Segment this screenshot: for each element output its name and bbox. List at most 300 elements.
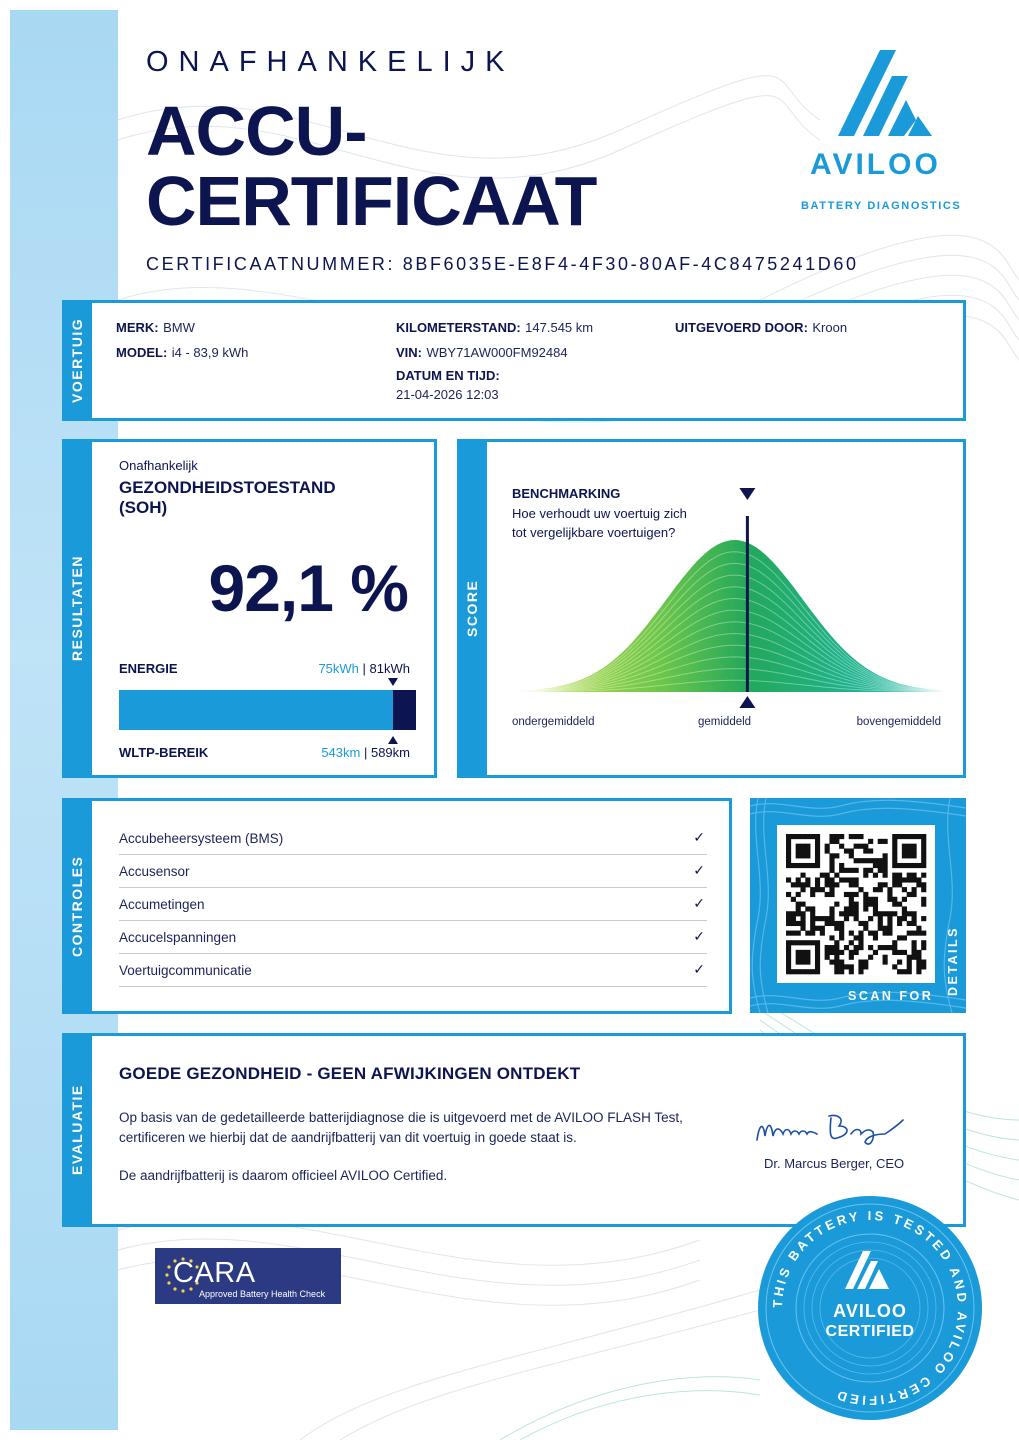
qr-module xyxy=(834,839,839,844)
qr-module xyxy=(834,921,839,926)
qr-module xyxy=(815,940,820,945)
qr-module xyxy=(854,906,859,911)
qr-module xyxy=(897,916,902,921)
qr-module xyxy=(892,853,897,858)
qr-module xyxy=(854,935,859,940)
qr-module xyxy=(800,916,805,921)
qr-module xyxy=(839,834,844,839)
qr-module xyxy=(800,848,805,853)
bell-curve-group xyxy=(512,540,940,692)
qr-module xyxy=(887,887,892,892)
qr-module xyxy=(786,858,791,863)
qr-module xyxy=(800,921,805,926)
qr-module xyxy=(897,960,902,965)
qr-module xyxy=(883,882,888,887)
soh-pretitle: Onafhankelijk xyxy=(119,458,198,473)
qr-module xyxy=(815,853,820,858)
qr-module xyxy=(902,969,907,974)
qr-module xyxy=(854,911,859,916)
model-label: MODEL: xyxy=(116,345,168,360)
qr-module xyxy=(844,868,849,873)
qr-module xyxy=(805,969,810,974)
benchmark-title: BENCHMARKING xyxy=(512,486,621,501)
qr-module xyxy=(825,892,830,897)
qr-module xyxy=(854,868,859,873)
qr-module xyxy=(786,853,791,858)
qr-module xyxy=(912,950,917,955)
qr-module xyxy=(921,873,926,878)
benchmark-question: Hoe verhoudt uw voertuig zich tot vergelijkbare voertuigen? xyxy=(512,506,687,540)
control-item xyxy=(119,889,707,921)
certificate-number: 8BF6035E-E8F4-4F30-80AF-4C8475241D60 xyxy=(402,254,859,274)
qr-module xyxy=(921,887,926,892)
qr-module xyxy=(892,911,897,916)
qr-module xyxy=(805,960,810,965)
qr-module xyxy=(800,926,805,931)
energy-current: 75kWh xyxy=(318,661,359,676)
qr-module xyxy=(863,892,868,897)
qr-module xyxy=(820,916,825,921)
energy-separator: | xyxy=(358,661,370,676)
qr-module xyxy=(834,882,839,887)
qr-module xyxy=(912,877,917,882)
qr-module xyxy=(849,897,854,902)
qr-module xyxy=(868,955,873,960)
qr-module xyxy=(829,853,834,858)
qr-module xyxy=(815,945,820,950)
qr-module xyxy=(858,935,863,940)
controls-section xyxy=(62,798,732,1014)
qr-module xyxy=(863,902,868,907)
qr-module xyxy=(873,863,878,868)
qr-module xyxy=(786,911,791,916)
qr-module xyxy=(849,950,854,955)
page-title-line1: ACCU- xyxy=(146,92,367,170)
qr-module xyxy=(815,877,820,882)
qr-module xyxy=(863,960,868,965)
qr-module xyxy=(805,877,810,882)
qr-module xyxy=(854,858,859,863)
qr-module xyxy=(887,921,892,926)
qr-module xyxy=(800,940,805,945)
qr-module xyxy=(873,897,878,902)
qr-module xyxy=(858,969,863,974)
qr-module xyxy=(854,892,859,897)
qr-module xyxy=(810,887,815,892)
performed-by-value: Kroon xyxy=(812,320,848,335)
qr-module xyxy=(796,969,801,974)
qr-module xyxy=(825,916,830,921)
qr-module xyxy=(849,902,854,907)
qr-module xyxy=(834,940,839,945)
qr-module xyxy=(834,902,839,907)
qr-module xyxy=(912,887,917,892)
qr-module xyxy=(810,926,815,931)
qr-module xyxy=(786,940,791,945)
control-item xyxy=(119,955,707,987)
score-section-tab xyxy=(457,439,487,778)
qr-module xyxy=(849,834,854,839)
qr-module xyxy=(921,964,926,969)
soh-marker-up-icon xyxy=(388,736,398,744)
logo-subtitle: BATTERY DIAGNOSTICS xyxy=(801,200,962,212)
qr-module xyxy=(887,945,892,950)
qr-module xyxy=(912,931,917,936)
signature-image xyxy=(753,1106,933,1150)
qr-module xyxy=(868,858,873,863)
cara-wordmark: CARA xyxy=(173,1257,256,1289)
qr-module xyxy=(902,853,907,858)
qr-module xyxy=(829,834,834,839)
qr-module xyxy=(912,916,917,921)
qr-module xyxy=(858,940,863,945)
qr-module xyxy=(873,935,878,940)
qr-module xyxy=(916,931,921,936)
qr-module xyxy=(815,858,820,863)
qr-module xyxy=(805,931,810,936)
mileage-value: 147.545 km xyxy=(525,320,594,335)
qr-module xyxy=(858,834,863,839)
qr-module xyxy=(820,887,825,892)
qr-module xyxy=(858,960,863,965)
qr-module xyxy=(796,853,801,858)
vehicle-section-tab xyxy=(62,300,92,421)
qr-module xyxy=(825,955,830,960)
range-current: 543km xyxy=(321,745,361,760)
qr-module xyxy=(796,960,801,965)
qr-module xyxy=(834,873,839,878)
qr-module xyxy=(815,863,820,868)
qr-module xyxy=(902,834,907,839)
qr-module xyxy=(825,848,830,853)
qr-module xyxy=(844,964,849,969)
qr-module xyxy=(883,873,888,878)
qr-module xyxy=(791,931,796,936)
qr-module xyxy=(839,911,844,916)
qr-module xyxy=(863,868,868,873)
qr-module xyxy=(796,902,801,907)
soh-title-line2: (SOH) xyxy=(119,498,168,517)
evaluation-section-tab xyxy=(62,1033,92,1227)
qr-module xyxy=(907,892,912,897)
qr-module xyxy=(854,834,859,839)
qr-module xyxy=(844,911,849,916)
qr-module xyxy=(796,834,801,839)
qr-module xyxy=(868,848,873,853)
qr-module xyxy=(916,926,921,931)
qr-module xyxy=(791,969,796,974)
qr-module xyxy=(820,873,825,878)
qr-module xyxy=(815,887,820,892)
qr-module xyxy=(786,863,791,868)
qr-module xyxy=(892,844,897,849)
qr-module xyxy=(829,906,834,911)
qr-module xyxy=(868,931,873,936)
soh-bar xyxy=(119,690,416,730)
qr-module xyxy=(902,950,907,955)
qr-module xyxy=(858,844,863,849)
qr-module xyxy=(868,839,873,844)
qr-module xyxy=(796,931,801,936)
certificate-number-label: CERTIFICAATNUMMER: xyxy=(146,254,396,274)
qr-module xyxy=(825,921,830,926)
qr-module xyxy=(907,911,912,916)
qr-module xyxy=(892,873,897,878)
cara-subtitle: Approved Battery Health Check xyxy=(199,1289,326,1299)
model-value: i4 - 83,9 kWh xyxy=(171,345,249,360)
qr-module xyxy=(800,887,805,892)
qr-module xyxy=(883,858,888,863)
qr-module xyxy=(873,911,878,916)
qr-module xyxy=(815,969,820,974)
axis-label-mid: gemiddeld xyxy=(698,716,752,728)
qr-module xyxy=(791,897,796,902)
qr-module xyxy=(815,834,820,839)
qr-module xyxy=(839,964,844,969)
control-item xyxy=(119,922,707,954)
qr-module xyxy=(791,911,796,916)
results-section-label: RESULTATEN xyxy=(69,555,85,662)
performed-by-row xyxy=(675,319,847,337)
qr-module xyxy=(916,834,921,839)
qr-module xyxy=(887,897,892,902)
qr-module xyxy=(829,868,834,873)
qr-module xyxy=(873,931,878,936)
qr-module xyxy=(839,960,844,965)
qr-module xyxy=(834,955,839,960)
qr-module xyxy=(796,892,801,897)
qr-module xyxy=(907,969,912,974)
soh-marker-down-icon xyxy=(388,678,398,686)
qr-module xyxy=(921,897,926,902)
qr-module xyxy=(810,906,815,911)
qr-module xyxy=(796,911,801,916)
qr-module xyxy=(825,882,830,887)
qr-module xyxy=(883,955,888,960)
qr-module xyxy=(883,960,888,965)
qr-module xyxy=(916,877,921,882)
qr-module xyxy=(883,926,888,931)
qr-module xyxy=(921,940,926,945)
qr-module xyxy=(800,853,805,858)
qr-module xyxy=(849,964,854,969)
qr-module xyxy=(897,921,902,926)
qr-module xyxy=(810,911,815,916)
qr-module xyxy=(878,926,883,931)
qr-module xyxy=(796,882,801,887)
qr-module xyxy=(892,945,897,950)
qr-scan-text: SCAN FOR xyxy=(848,989,934,1003)
qr-module xyxy=(868,902,873,907)
qr-module xyxy=(897,935,902,940)
qr-module xyxy=(844,848,849,853)
qr-module xyxy=(868,897,873,902)
qr-module xyxy=(878,882,883,887)
qr-module xyxy=(844,877,849,882)
page-title-line2: CERTIFICAAT xyxy=(146,162,597,240)
qr-module xyxy=(878,916,883,921)
qr-module xyxy=(878,887,883,892)
qr-module xyxy=(916,960,921,965)
qr-module xyxy=(863,848,868,853)
range-values xyxy=(321,745,410,760)
qr-code-icon[interactable] xyxy=(777,825,935,983)
qr-module xyxy=(907,848,912,853)
qr-module xyxy=(839,844,844,849)
qr-module xyxy=(907,863,912,868)
qr-module xyxy=(912,844,917,849)
soh-title-line1: GEZONDHEIDSTOESTAND xyxy=(119,478,336,497)
make-row xyxy=(116,319,195,337)
qr-module xyxy=(815,916,820,921)
qr-module xyxy=(854,945,859,950)
qr-module xyxy=(829,887,834,892)
qr-module xyxy=(849,906,854,911)
qr-module xyxy=(902,877,907,882)
qr-module xyxy=(921,945,926,950)
soh-title xyxy=(119,478,336,518)
qr-module xyxy=(849,848,854,853)
qr-module xyxy=(907,960,912,965)
qr-module xyxy=(912,834,917,839)
qr-module xyxy=(805,834,810,839)
qr-module xyxy=(907,964,912,969)
qr-module xyxy=(921,844,926,849)
qr-module xyxy=(921,902,926,907)
qr-module xyxy=(839,926,844,931)
qr-module xyxy=(863,858,868,863)
qr-module xyxy=(800,969,805,974)
aviloo-a-icon xyxy=(800,46,970,216)
qr-card[interactable] xyxy=(750,798,966,1013)
qr-module xyxy=(868,868,873,873)
qr-module xyxy=(805,906,810,911)
qr-module xyxy=(800,902,805,907)
qr-module xyxy=(810,892,815,897)
results-section-tab xyxy=(62,439,92,778)
qr-module xyxy=(786,916,791,921)
header-kicker: ONAFHANKELIJK xyxy=(146,46,515,78)
checkmark-icon: ✓ xyxy=(693,829,705,845)
signatory-name: Dr. Marcus Berger, CEO xyxy=(764,1156,905,1171)
qr-module xyxy=(791,834,796,839)
qr-module xyxy=(786,877,791,882)
qr-module xyxy=(829,945,834,950)
qr-module xyxy=(800,960,805,965)
qr-module xyxy=(863,964,868,969)
qr-module xyxy=(883,863,888,868)
qr-module xyxy=(854,916,859,921)
performed-by-label: UITGEVOERD DOOR: xyxy=(675,320,808,335)
qr-module xyxy=(796,940,801,945)
evaluation-paragraph-1: Op basis van de gedetailleerde batterijdiagnose die is uitgevoerd met de AVILOO FLASH Test, certificeren we hierbij dat de aandrijfbatterij van dit voertuig in goede staat is. xyxy=(119,1110,683,1145)
qr-module xyxy=(786,969,791,974)
qr-module xyxy=(791,916,796,921)
qr-module xyxy=(858,858,863,863)
qr-module xyxy=(863,906,868,911)
qr-module xyxy=(834,945,839,950)
qr-module xyxy=(873,858,878,863)
score-section xyxy=(457,439,966,778)
qr-module xyxy=(829,960,834,965)
qr-module xyxy=(863,844,868,849)
qr-module xyxy=(834,853,839,858)
seal-word-2: CERTIFIED xyxy=(825,1323,915,1340)
qr-module xyxy=(839,969,844,974)
qr-module xyxy=(868,945,873,950)
controls-section-tab xyxy=(62,798,92,1014)
datetime-label xyxy=(396,367,500,385)
soh-value: 92,1 % xyxy=(208,551,408,625)
qr-module xyxy=(815,844,820,849)
qr-details-text: DETAILS xyxy=(946,926,960,997)
vehicle-section xyxy=(62,300,966,421)
qr-module xyxy=(805,848,810,853)
control-item-label: Accucelspanningen xyxy=(119,930,237,945)
axis-label-high: bovengemiddeld xyxy=(856,716,941,728)
qr-module xyxy=(868,916,873,921)
qr-module xyxy=(849,892,854,897)
qr-module xyxy=(829,882,834,887)
qr-module xyxy=(810,916,815,921)
qr-module xyxy=(849,955,854,960)
qr-module xyxy=(800,955,805,960)
qr-module xyxy=(849,969,854,974)
qr-module xyxy=(907,921,912,926)
qr-module xyxy=(892,950,897,955)
qr-module xyxy=(815,848,820,853)
qr-module xyxy=(897,834,902,839)
qr-module xyxy=(858,931,863,936)
qr-module xyxy=(858,921,863,926)
qr-module xyxy=(897,950,902,955)
qr-module xyxy=(810,921,815,926)
qr-module xyxy=(829,916,834,921)
qr-module xyxy=(892,877,897,882)
qr-module xyxy=(849,882,854,887)
qr-module xyxy=(844,906,849,911)
qr-module xyxy=(786,960,791,965)
qr-module xyxy=(800,882,805,887)
qr-module xyxy=(912,863,917,868)
qr-module xyxy=(849,853,854,858)
checkmark-icon: ✓ xyxy=(693,961,705,977)
qr-module xyxy=(815,926,820,931)
qr-module xyxy=(810,940,815,945)
qr-module xyxy=(878,863,883,868)
qr-module xyxy=(902,863,907,868)
qr-module xyxy=(829,858,834,863)
qr-module xyxy=(854,882,859,887)
qr-module xyxy=(800,950,805,955)
qr-module xyxy=(786,892,791,897)
qr-module xyxy=(834,969,839,974)
qr-module xyxy=(863,926,868,931)
qr-module xyxy=(878,911,883,916)
qr-module xyxy=(892,834,897,839)
qr-module xyxy=(825,950,830,955)
qr-module xyxy=(878,868,883,873)
qr-module xyxy=(805,955,810,960)
qr-module xyxy=(912,921,917,926)
qr-module xyxy=(916,969,921,974)
qr-module xyxy=(907,873,912,878)
qr-module xyxy=(907,955,912,960)
mileage-label: KILOMETERSTAND: xyxy=(396,320,521,335)
qr-module xyxy=(839,935,844,940)
qr-module xyxy=(849,868,854,873)
qr-module xyxy=(902,848,907,853)
